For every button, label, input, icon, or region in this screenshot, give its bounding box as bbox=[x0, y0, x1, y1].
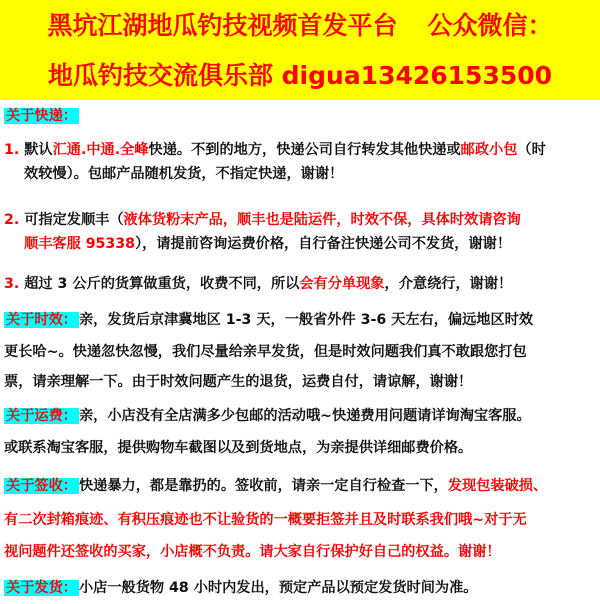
signing-line-1 bbox=[4, 474, 598, 498]
express-heading: 关于快递： bbox=[6, 108, 77, 124]
text: 亲，发货后京津冀地区 1-3 天，一般省外件 3-6 天左右，偏远地区时效 bbox=[78, 312, 534, 328]
text: 视问题件还签收的买家，小店概不负责。请大家自行保护好自己的权益。 bbox=[4, 544, 459, 560]
banner-wechat-label: 公众微信： bbox=[427, 11, 553, 40]
sf-warning: 液体货粉末产品，顺丰也是陆运件，时效不保，具体时效请咨询 bbox=[123, 212, 521, 228]
dispatch-line-1 bbox=[4, 576, 598, 600]
dispatch-heading: 关于发货： bbox=[6, 580, 77, 596]
text: 快递。不到的地方，快递公司自行转发其他快递或 bbox=[148, 142, 461, 158]
text: 亲，小店没有全店满多少包邮的活动哦~快递费用问题请详询淘宝客服。 bbox=[78, 408, 531, 424]
item-number: 2. bbox=[4, 212, 20, 228]
text: 票，请亲理解一下。由于时效问题产生的退货，运费自付，请谅解，谢谢！ bbox=[4, 374, 473, 390]
fee-line-2 bbox=[4, 436, 598, 460]
text: 谢谢！ bbox=[458, 544, 501, 560]
fee-line-1 bbox=[4, 404, 598, 428]
express-item-1 bbox=[4, 138, 598, 162]
text: 效较慢）。包邮产品随机发货，不指定快递，谢谢！ bbox=[24, 166, 344, 182]
express-item-2 bbox=[4, 208, 598, 232]
default-couriers: 汇通.中通.全峰 bbox=[52, 142, 149, 158]
text: ，介意绕行，谢谢！ bbox=[384, 276, 513, 292]
signing-line-2 bbox=[4, 508, 598, 532]
express-item-1-cont bbox=[24, 162, 598, 186]
text: 快递暴力，都是靠扔的。签收前，请亲一定自行检查一下， bbox=[78, 478, 448, 494]
timing-line-3 bbox=[4, 370, 598, 394]
text: 更长哈~。快递忽快忽慢，我们尽量给亲早发货，但是时效问题我们真不敢跟您打包 bbox=[4, 344, 527, 360]
item-number: 1. bbox=[4, 142, 20, 158]
fee-heading: 关于运费： bbox=[6, 408, 77, 424]
text: 有二次封箱痕迹、有积压痕迹也不让验货的一概要拒签并且及时联系我们哦~对于无 bbox=[4, 512, 527, 528]
timing-heading: 关于时效： bbox=[6, 312, 77, 328]
postal-parcel: 邮政小包 bbox=[460, 142, 518, 158]
text: ），请提前咨询运费价格，自行备注快递公司不发货，谢谢！ bbox=[135, 236, 512, 252]
express-heading-line bbox=[4, 104, 598, 128]
damage-warning: 发现包装破损、 bbox=[447, 478, 548, 494]
item-number: 3. bbox=[4, 276, 20, 292]
timing-line-2 bbox=[4, 340, 598, 364]
sf-hotline: 顺丰客服 95338 bbox=[24, 236, 136, 252]
banner-club-id: 地瓜钓技交流俱乐部 digua13426153500 bbox=[47, 61, 553, 90]
split-shipment-note: 会有分单现象 bbox=[299, 276, 385, 292]
text: 小店一般货物 48 小时内发出，预定产品以预定发货时间为准。 bbox=[78, 580, 478, 596]
text: 或联系淘宝客服，提供购物车截图以及到货地点，为亲提供详细邮费价格。 bbox=[4, 440, 473, 456]
text: 超过 3 公斤的货算做重货，收费不同，所以 bbox=[24, 276, 300, 292]
signing-line-3 bbox=[4, 540, 598, 564]
timing-line-1 bbox=[4, 308, 598, 332]
banner-line-2 bbox=[0, 52, 600, 100]
text: 可指定发顺丰（ bbox=[24, 212, 124, 228]
signing-heading: 关于签收： bbox=[6, 478, 77, 494]
express-item-3 bbox=[4, 272, 598, 296]
express-item-2-cont bbox=[24, 232, 598, 256]
text: 默认 bbox=[24, 142, 53, 158]
banner-title: 黑坑江湖地瓜钓技视频首发平台 bbox=[47, 11, 398, 40]
banner-line-1 bbox=[0, 0, 600, 52]
text: （时 bbox=[517, 142, 546, 158]
